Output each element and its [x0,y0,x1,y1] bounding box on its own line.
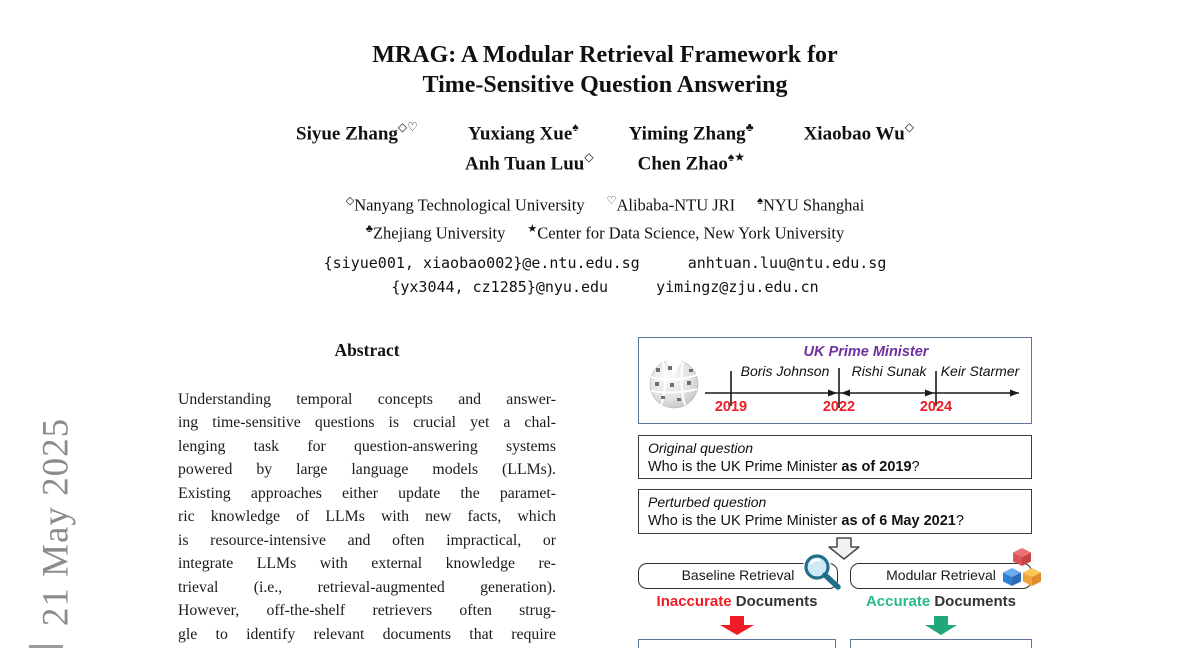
original-question-box [638,435,1032,479]
email: {siyue001, xiaobao002}@e.ntu.edu.sg [323,253,640,272]
abstract-line: Existing approaches either update the paramet- [178,484,556,502]
abstract-line: powered by large language models (LLMs). [178,461,556,479]
author: Anh Tuan Luu◇ [464,150,594,175]
modular-documents-box [850,639,1032,648]
author: Yuxiang Xue♠ [467,120,579,145]
figure-1 [638,337,1035,648]
affiliation: ♠NYU Shanghai [757,194,865,215]
author-affil-marks: ♠★ [727,150,746,165]
author-affil-marks: ◇ [584,150,594,165]
timeline-box [638,337,1032,424]
email-list [170,251,1040,299]
affiliation-row-2 [170,217,1040,246]
abstract-line: is resource-intensive and often impractical, or [178,531,556,549]
perturbed-question-label: Perturbed question [648,494,767,510]
arxiv-sidebar-date: 21 May 2025 [35,417,77,627]
abstract-line: lenging task for question-answering systems [178,437,556,455]
abstract-line: Understanding temporal concepts and answer- [178,391,556,408]
author: Chen Zhao♠★ [637,150,746,175]
paper-title-line1: MRAG: A Modular Retrieval Framework for [372,42,838,68]
email: anhtuan.luu@ntu.edu.sg [687,253,887,272]
original-question-text: Who is the UK Prime Minister as of 2019? [648,459,920,475]
magnifier-icon [800,552,848,594]
affiliation: ◇Nanyang Technological University [345,194,585,215]
author-row-1 [170,116,1040,146]
baseline-retrieval-label: Baseline Retrieval [681,567,795,583]
paper-title-line2: Time-Sensitive Question Answering [422,72,788,98]
timeline-segment-label: Boris Johnson [740,363,830,379]
paper-header [170,0,1040,299]
timeline-year: 2019 [714,399,748,415]
baseline-documents-box [638,639,836,648]
email-row-1 [170,251,1040,275]
author: Yiming Zhang♣ [628,120,754,145]
author: Xiaobao Wu◇ [803,120,914,145]
red-down-arrow-icon [718,616,756,635]
affiliation: ★Center for Data Science, New York University [527,223,845,243]
author-affil-marks: ♣ [745,120,754,134]
abstract-line: gle to identify relevant documents that require [178,625,556,643]
email: yimingz@zju.edu.cn [656,277,819,296]
baseline-result-text: Inaccurate Documents [656,593,818,610]
email: {yx3044, cz1285}@nyu.edu [391,277,609,296]
timeline-segment-label: Keir Starmer [940,363,1020,379]
abstract-text [178,388,556,646]
cubes-icon [1001,546,1043,592]
affiliation: ♣Zhejiang University [365,223,506,243]
author-affil-marks: ◇♡ [397,120,418,134]
author: Siyue Zhang◇♡ [296,120,418,145]
author-affil-marks: ♠ [572,120,579,134]
abstract-line: ric knowledge of LLMs with new facts, which [178,508,556,526]
timeline-year: 2024 [919,399,953,415]
modular-retrieval-label: Modular Retrieval [886,567,996,583]
author-row-2 [170,146,1040,176]
perturbed-question-box [638,489,1032,534]
timeline-year: 2022 [822,399,856,415]
timeline-title: UK Prime Minister [803,344,929,360]
author-list [170,116,1040,177]
affiliation: ♡Alibaba-NTU JRI [606,194,736,215]
original-question-label: Original question [648,440,754,456]
modular-result-text: Accurate Documents [865,593,1017,610]
abstract-line: ing time-sensitive questions is crucial yet a chal- [178,414,556,432]
author-affil-marks: ◇ [904,120,914,134]
abstract-line: integrate LLMs with external knowledge re- [178,555,556,573]
affiliation-row-1 [170,189,1040,218]
timeline-segment-label: Rishi Sunak [851,363,927,379]
email-row-2 [170,275,1040,299]
perturbed-question-text: Who is the UK Prime Minister as of 6 May 2021? [648,513,964,529]
abstract-heading: Abstract [334,340,400,360]
affiliation-list [170,189,1040,246]
abstract-line: However, off-the-shelf retrievers often strug- [178,602,556,620]
abstract-line: trieval (i.e., retrieval-augmented generation). [178,578,556,596]
green-down-arrow-icon [924,616,958,635]
paper-title [170,40,1040,100]
